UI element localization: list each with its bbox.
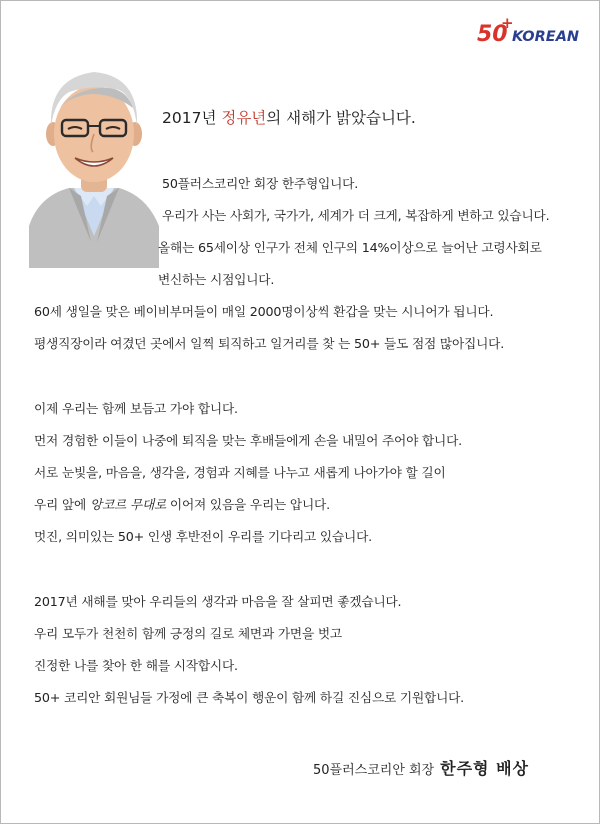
body-line: 2017년 새해를 맞아 우리들의 생각과 마음을 잘 살피면 좋겠습니다. — [34, 594, 402, 609]
body-line: 멋진, 의미있는 50+ 인생 후반전이 우리를 기다리고 있습니다. — [34, 529, 372, 544]
body-line: 이제 우리는 함께 보듬고 가야 합니다. — [34, 401, 238, 416]
body-line: 서로 눈빛을, 마음을, 생각을, 경험과 지혜를 나누고 새롭게 나아가야 할 길이 — [34, 465, 446, 480]
ankor-after: 이어져 있음을 우리는 압니다. — [166, 497, 330, 512]
body-line: 우리 모두가 천천히 함께 긍정의 길로 체면과 가면을 벗고 — [34, 626, 342, 641]
signature-name: 한주형 배상 — [440, 759, 529, 778]
body-line: 우리가 사는 사회가, 국가가, 세계가 더 크게, 복잡하게 변하고 있습니다. — [162, 208, 550, 223]
body-line: 평생직장이라 여겼던 곳에서 일찍 퇴직하고 일거리를 찾 는 50+ 들도 점점 많아집니다. — [34, 336, 505, 351]
headline-highlight: 정유년 — [221, 109, 267, 127]
body-line-ankor — [34, 494, 330, 513]
signature-org: 50플러스코리안 회장 — [313, 763, 435, 778]
brand-logo — [475, 15, 591, 47]
headline — [162, 106, 416, 128]
body-line: 변신하는 시점입니다. — [158, 272, 275, 287]
signature — [313, 756, 529, 779]
ankor-before: 우리 앞에 — [34, 497, 90, 512]
body-line: 50+ 코리안 회원님들 가정에 큰 축복이 행운이 함께 하길 진심으로 기원합니다. — [34, 690, 465, 705]
body-line: 올해는 65세이상 인구가 전체 인구의 14%이상으로 늘어난 고령사회로 — [158, 240, 542, 255]
logo-word: KOREAN — [512, 29, 580, 45]
body-line: 50플러스코리안 회장 한주형입니다. — [162, 176, 359, 191]
headline-year: 2017년 — [162, 109, 222, 127]
ankor-emphasis: 앙코르 무대로 — [89, 497, 167, 512]
president-portrait — [29, 56, 159, 268]
body-line: 60세 생일을 맞은 베이비부머들이 매일 2000명이상씩 환갑을 맞는 시니어가 됩니다. — [34, 304, 494, 319]
logo-number: 50 — [477, 22, 508, 47]
body-line: 먼저 경험한 이들이 나중에 퇴직을 맞는 후배들에게 손을 내밀어 주어야 합니다. — [34, 433, 462, 448]
headline-suffix: 의 새해가 밝았습니다. — [266, 109, 416, 127]
logo-plus: + — [501, 15, 514, 32]
body-line: 진정한 나를 찾아 한 해를 시작합시다. — [34, 658, 238, 673]
